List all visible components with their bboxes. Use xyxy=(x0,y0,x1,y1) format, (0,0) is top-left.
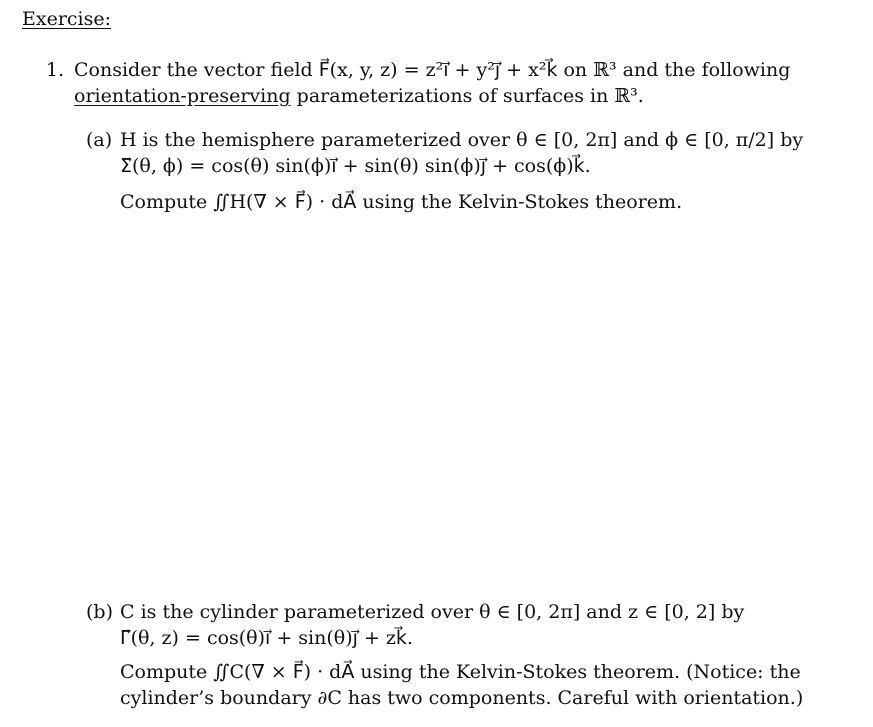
part-b-line-1: C is the cylinder parameterized over θ ∈ [0, 2π] and z ∈ [0, 2] by xyxy=(120,601,745,623)
part-a-line-3: Compute ∬H(∇ × F⃗) · dA⃗ using the Kelvin-Stokes theorem. xyxy=(120,191,683,213)
part-a-line-2: Σ⃗(θ, ϕ) = cos(θ) sin(ϕ)i⃗ + sin(θ) sin(ϕ)j⃗ + cos(ϕ)k⃗. xyxy=(120,155,591,177)
part-a-label: (a) xyxy=(86,129,113,151)
problem-number: 1. xyxy=(46,59,65,81)
part-b-line-4: cylinder’s boundary ∂C has two components. Careful with orientation.) xyxy=(120,687,804,709)
part-b-line-2: Γ⃗(θ, z) = cos(θ)i⃗ + sin(θ)j⃗ + zk⃗. xyxy=(120,627,413,649)
problem-line-1: Consider the vector field F⃗(x, y, z) = z²i⃗ + y²j⃗ + x²k⃗ on ℝ³ and the following xyxy=(74,59,791,81)
part-b-line-3: Compute ∬C(∇ × F⃗) · dA⃗ using the Kelvin-Stokes theorem. (Notice: the xyxy=(120,661,801,683)
underlined-term: orientation-preserving xyxy=(74,85,291,107)
problem-line-2-rest: parameterizations of surfaces in ℝ³. xyxy=(290,85,644,107)
problem-line-2 xyxy=(74,84,644,108)
exercise-heading: Exercise: xyxy=(22,8,112,30)
part-b-label: (b) xyxy=(86,601,113,623)
part-a-line-1: H is the hemisphere parameterized over θ ∈ [0, 2π] and ϕ ∈ [0, π/2] by xyxy=(120,129,804,151)
